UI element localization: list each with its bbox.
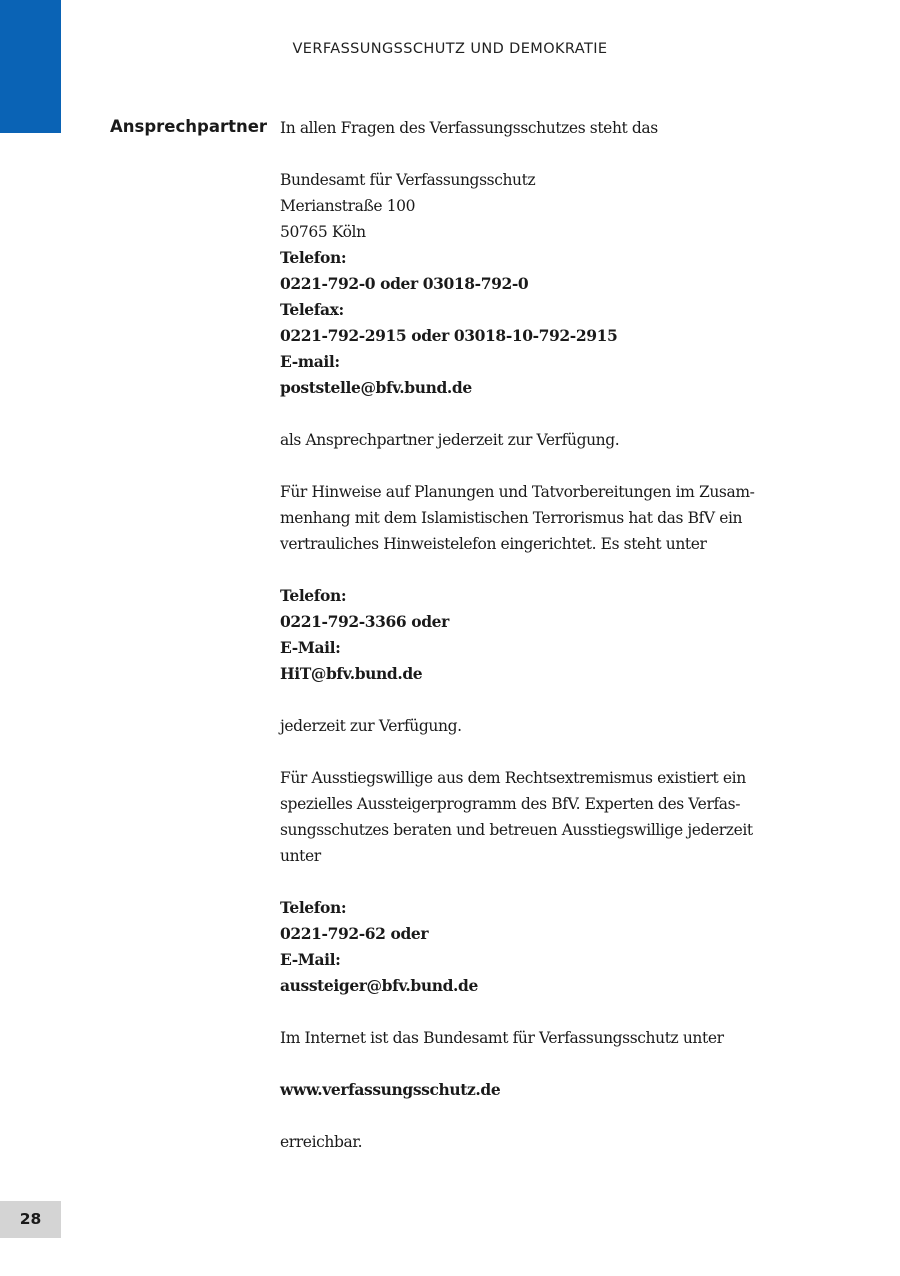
availability-paragraph-1: als Ansprechpartner jederzeit zur Verfügung.	[280, 431, 620, 449]
main-content	[280, 115, 790, 1181]
hotline-email-label: E-Mail:	[280, 638, 341, 657]
address-name: Bundesamt für Verfassungsschutz	[280, 171, 536, 189]
exit-contact-block	[280, 895, 790, 999]
hotline-paragraph: Für Hinweise auf Planungen und Tatvorbereitungen im Zusam- menhang mit dem Islamistischen Terrorismus hat das BfV ein vertrauliches Hinweistelefon eingerichtet. Es steht unter	[280, 483, 755, 553]
address-street: Merianstraße 100	[280, 197, 416, 215]
running-header: VERFASSUNGSSCHUTZ UND DEMOKRATIE	[292, 41, 608, 57]
exit-email-row	[280, 947, 790, 999]
exit-email-label: E-Mail:	[280, 950, 341, 969]
phone-row	[280, 245, 790, 297]
address-block	[280, 167, 790, 401]
exit-program-paragraph: Für Ausstiegswillige aus dem Rechtsextremismus existiert ein spezielles Aussteigerprogramm des BfV. Experten des Verfas- sungsschutzes beraten und betreuen Ausstiegswillige jederzeit unter	[280, 769, 753, 865]
availability-paragraph-2: jederzeit zur Verfügung.	[280, 717, 462, 735]
closing-paragraph: erreichbar.	[280, 1133, 363, 1151]
intro-paragraph: In allen Fragen des Verfassungsschutzes steht das	[280, 119, 658, 137]
page-number: 28	[0, 1201, 61, 1238]
hotline-phone-label: Telefon:	[280, 586, 347, 605]
fax-label: Telefax:	[280, 300, 344, 319]
email-row	[280, 349, 790, 401]
internet-paragraph: Im Internet ist das Bundesamt für Verfassungsschutz unter	[280, 1029, 724, 1047]
email-label: E-mail:	[280, 352, 340, 371]
hotline-email-value: HiT@bfv.bund.de	[280, 664, 423, 683]
side-label: Ansprechpartner	[110, 117, 268, 136]
section-color-tab	[0, 0, 61, 133]
website-link[interactable]: www.verfassungsschutz.de	[280, 1080, 501, 1099]
phone-label: Telefon:	[280, 248, 347, 267]
exit-phone-value: 0221-792-62 oder	[280, 924, 429, 943]
email-value: poststelle@bfv.bund.de	[280, 378, 472, 397]
hotline-phone-row	[280, 583, 790, 635]
address-city: 50765 Köln	[280, 223, 366, 241]
exit-email-value: aussteiger@bfv.bund.de	[280, 976, 478, 995]
fax-row	[280, 297, 790, 349]
hotline-contact-block	[280, 583, 790, 687]
phone-value: 0221-792-0 oder 03018-792-0	[280, 274, 529, 293]
hotline-email-row	[280, 635, 790, 687]
exit-phone-label: Telefon:	[280, 898, 347, 917]
hotline-phone-value: 0221-792-3366 oder	[280, 612, 449, 631]
exit-phone-row	[280, 895, 790, 947]
fax-value: 0221-792-2915 oder 03018-10-792-2915	[280, 326, 618, 345]
